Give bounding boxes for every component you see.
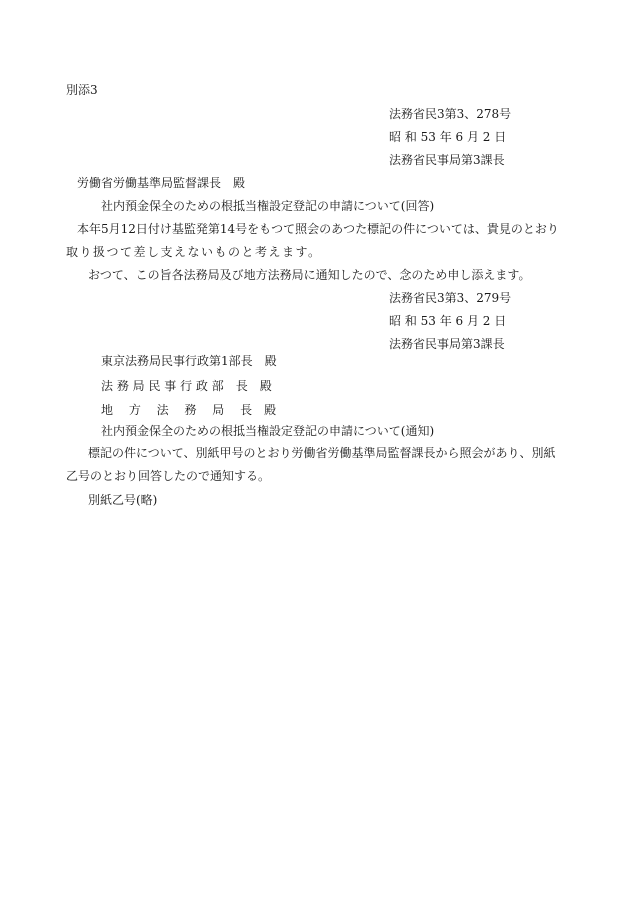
notice-addressee-district-bureau: 地 方 法 務 局 長 殿 [101, 403, 277, 417]
notice-body-line-1: 標記の件について、別紙甲号のとおり労働省労働基準局監督課長から照会があり、別紙 [88, 446, 556, 460]
notice-date: 昭 和 53 年 6 月 2 日 [389, 314, 507, 328]
reply-doc-number: 法務省民3第3、278号 [389, 107, 512, 121]
reply-date: 昭 和 53 年 6 月 2 日 [389, 130, 507, 144]
attachment-label: 別添3 [66, 83, 98, 97]
notice-sender: 法務省民事局第3課長 [389, 337, 505, 351]
notice-addressee-tokyo: 東京法務局民事行政第1部長 殿 [101, 354, 277, 368]
notice-addressee-legal-affairs-bureau: 法 務 局 民 事 行 政 部 長 殿 [101, 379, 272, 393]
notice-body-line-2: 乙号のとおり回答したので通知する。 [66, 469, 271, 483]
reply-postscript: おつて、この旨各法務局及び地方法務局に通知したので、念のため申し添えます。 [88, 268, 531, 282]
reply-body-line-2: 取り扱つて差し支えないものと考えます。 [66, 245, 322, 259]
reply-body-line-1: 本年5月12日付け基監発第14号をもつて照会のあつた標記の件については、貴見のとおり [77, 222, 559, 236]
reply-subject: 社内預金保全のための根抵当権設定登記の申請について(回答) [101, 199, 435, 213]
reply-addressee: 労働省労働基準局監督課長 殿 [77, 176, 246, 190]
reply-sender: 法務省民事局第3課長 [389, 153, 505, 167]
notice-subject: 社内預金保全のための根抵当権設定登記の申請について(通知) [101, 424, 435, 438]
notice-enclosure: 別紙乙号(略) [88, 493, 158, 507]
notice-doc-number: 法務省民3第3、279号 [389, 291, 512, 305]
